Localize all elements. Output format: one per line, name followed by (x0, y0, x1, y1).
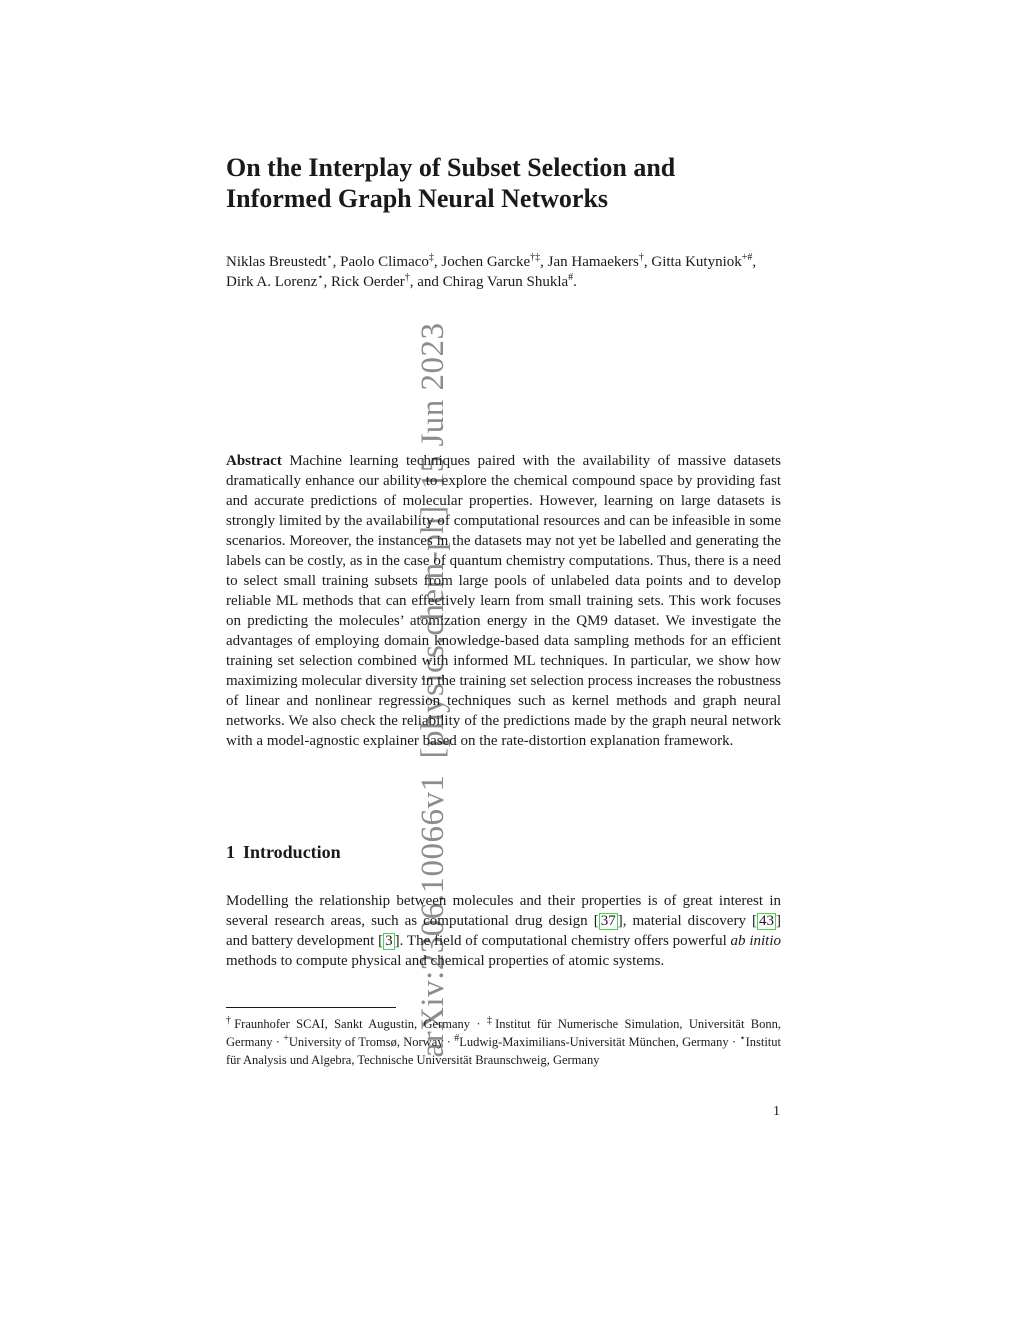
introduction-paragraph (226, 891, 781, 971)
intro-text: ]. The field of computational chemistry offers powerful (394, 933, 731, 949)
abstract-text: Machine learning techniques paired with the availability of massive datasets dramatically enhance our ability to explore the chemical compound space by providing fast and accurate predictions of molecular properties. However, learning on large datasets is strongly limited by the availability of computational resources and can be infeasible in some scenarios. Moreover, the instances in the datasets may not yet be labelled and generating the labels can be costly, as in the case of quantum chemistry computations. Thus, there is a need to select small training subsets from large pools of unlabeled data points and to develop reliable ML methods that can effectively learn from small training sets. This work focuses on predicting the molecules’ atomization energy in the QM9 dataset. We investigate the advantages of employing domain knowledge-based data sampling methods for an efficient training set selection combined with informed ML techniques. In particular, we show how maximizing molecular diversity in the training set selection process increases the robustness of linear and nonlinear regression techniques such as kernel methods and graph neural networks. We also check the reliability of the predictions made by the graph neural network with a model-agnostic explainer based on the rate-distortion explanation framework. (226, 453, 781, 749)
affiliation-text: Institut für Numerische Simulation, Universität Bonn, Germany · (226, 1017, 782, 1049)
abstract (226, 451, 781, 751)
author-list (226, 252, 786, 292)
affiliation-mark: ⋆ (317, 272, 324, 283)
affiliation-mark: † (638, 252, 644, 263)
section-number: 1 (226, 842, 235, 862)
affiliation-mark: † (404, 272, 410, 283)
citation-link-3[interactable]: 3 (385, 933, 393, 949)
affiliation-mark: ⋆ (326, 252, 333, 263)
author-name: Niklas Breustedt (226, 254, 327, 270)
intro-text: Modelling the relationship between molecules and their properties is of great interest in several research areas, such as computational drug design [ (226, 893, 781, 929)
title-line-2: Informed Graph Neural Networks (226, 184, 609, 213)
affiliation-mark: # (568, 272, 574, 283)
abstract-heading: Abstract (226, 453, 282, 469)
affiliation-mark: †‡ (530, 252, 541, 263)
citation-link-37[interactable]: 37 (600, 913, 616, 929)
paper-title (226, 152, 786, 214)
section-heading (226, 842, 341, 863)
affiliations-footnote (226, 1015, 781, 1069)
author-name: , Gitta Kutyniok (643, 254, 742, 270)
author-list-end: . (573, 274, 577, 290)
affiliation-mark: +# (741, 252, 753, 263)
affiliation-mark: † (226, 1014, 235, 1026)
author-name: , Jan Hamaekers (540, 254, 639, 270)
intro-text: ] and battery development [ (226, 913, 781, 949)
arxiv-date: 15 Jun 2023 (415, 322, 451, 490)
author-name: , Dirk A. Lorenz (226, 254, 757, 290)
title-line-1: On the Interplay of Subset Selection and (226, 153, 676, 182)
affiliation-mark: ‡ (486, 1014, 496, 1026)
affiliation-text: University of Tromsø, Norway · (288, 1035, 455, 1049)
footnote-divider (226, 1007, 396, 1008)
citation-link-43[interactable]: 43 (759, 913, 774, 929)
affiliation-mark: # (454, 1032, 460, 1044)
intro-italic-term: ab initio (730, 933, 781, 949)
affiliation-text: Fraunhofer SCAI, Sankt Augustin, Germany · (234, 1017, 487, 1031)
page-number: 1 (773, 1104, 780, 1119)
affiliation-mark: ‡ (428, 252, 434, 263)
section-title: Introduction (243, 842, 341, 862)
intro-text: methods to compute physical and chemical properties of atomic systems. (226, 953, 665, 969)
author-name: , Rick Oerder (323, 274, 405, 290)
author-name: , Paolo Climaco (332, 254, 429, 270)
author-name: , and Chirag Varun Shukla (409, 274, 569, 290)
author-name: , Jochen Garcke (433, 254, 531, 270)
affiliation-mark: + (283, 1032, 289, 1044)
affiliation-mark: ⋆ (739, 1032, 746, 1044)
affiliation-text: Institut für Analysis und Algebra, Technische Universität Braunschweig, Germany (226, 1035, 781, 1067)
intro-text: ], material discovery [ (617, 913, 757, 929)
arxiv-category: [physics.chem-ph] (415, 505, 451, 759)
affiliation-text: Ludwig-Maximilians-Universität München, Germany · (459, 1035, 740, 1049)
arxiv-id: arXiv:2306.10066v1 (415, 774, 451, 1058)
